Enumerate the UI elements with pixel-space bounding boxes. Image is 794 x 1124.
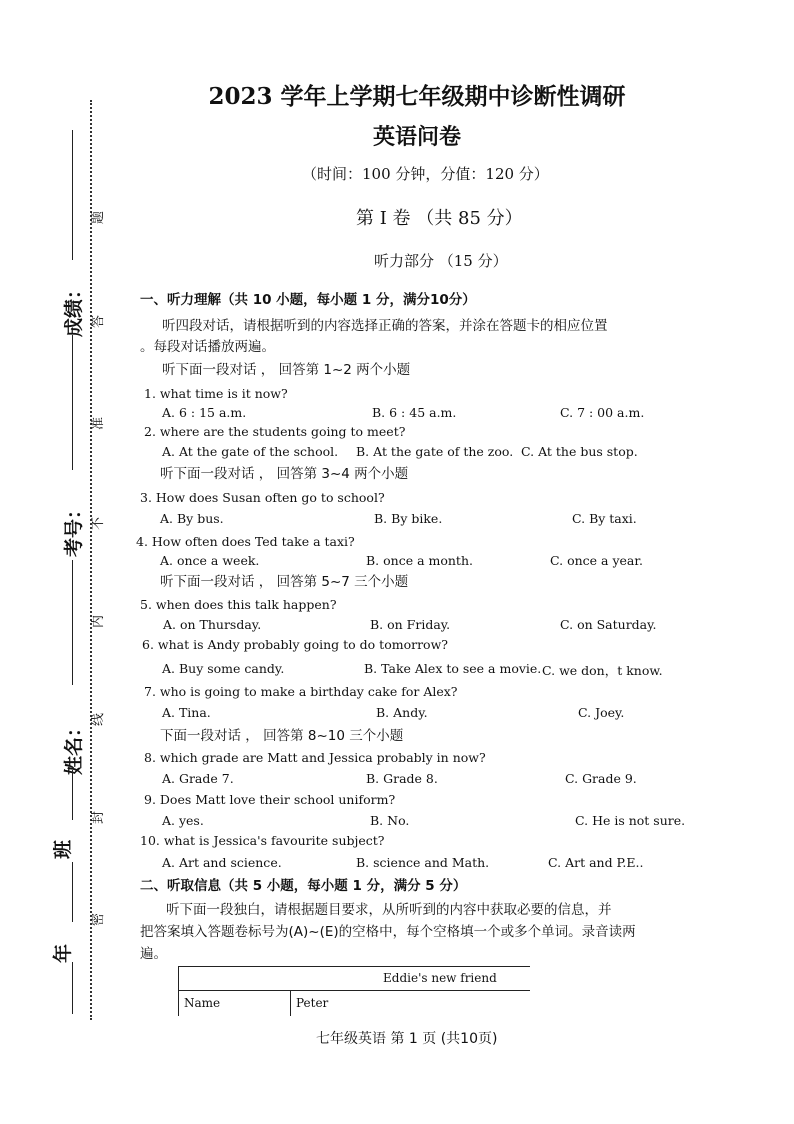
grade-field-label: 年 xyxy=(52,943,75,964)
question-text: 8. which grade are Matt and Jessica probably in now? xyxy=(144,750,486,765)
question-text: 10. what is Jessica's favourite subject? xyxy=(140,833,385,848)
option-b: B. Grade 8. xyxy=(366,771,438,786)
id-field-label: 考号： xyxy=(63,499,86,558)
name-field-label: 姓名： xyxy=(63,717,86,776)
listening-label: 听力部分 （15 分） xyxy=(374,252,508,270)
option-a: A. once a week. xyxy=(160,553,260,568)
dialogue-prompt: 听下面一段对话 ， 回答第 1~2 两个小题 xyxy=(162,362,411,378)
section-1-intro: 听四段对话，请根据听到的内容选择正确的答案，并涂在答题卡的相应位置 xyxy=(162,318,608,334)
section-2-instructions-end: 遍。 xyxy=(140,946,167,962)
option-b: B. once a month. xyxy=(366,553,473,568)
option-c: C. At the bus stop. xyxy=(521,444,638,459)
option-c: C. By taxi. xyxy=(572,511,637,526)
section-2-instructions-cont: 把答案填入答题卷标号为(A)~(E)的空格中，每个空格填一个或多个单词。录音读两 xyxy=(140,924,636,940)
class-field-line xyxy=(72,770,73,820)
question-text: 7. who is going to make a birthday cake for Alex? xyxy=(144,684,458,699)
id-field-line xyxy=(72,335,73,470)
option-a: A. Tina. xyxy=(162,705,211,720)
dialogue-prompt: 下面一段对话 ， 回答第 8~10 三个小题 xyxy=(160,728,404,744)
question-text: 4. How often does Ted take a taxi? xyxy=(136,534,355,549)
grade-field-line-bottom xyxy=(72,962,73,1014)
section-2-instructions: 听下面一段独白，请根据题目要求，从所听到的内容中获取必要的信息，并 xyxy=(166,902,612,918)
table-title: Eddie's new friend xyxy=(383,971,497,985)
option-a: A. By bus. xyxy=(160,511,224,526)
seal-char: 题 xyxy=(91,210,107,225)
seal-char: 内 xyxy=(91,614,107,629)
section-2-heading: 二、听取信息（共 5 小题，每小题 1 分，满分 5 分） xyxy=(140,878,467,894)
seal-char: 线 xyxy=(91,712,107,727)
question-text: 1. what time is it now? xyxy=(144,386,288,401)
question-text: 6. what is Andy probably going to do tomorrow? xyxy=(142,637,448,652)
seal-char: 不 xyxy=(91,516,107,531)
option-a: A. on Thursday. xyxy=(163,617,262,632)
table-top-border xyxy=(178,966,530,967)
question-text: 9. Does Matt love their school uniform? xyxy=(144,792,396,807)
option-b: B. science and Math. xyxy=(356,855,490,870)
question-text: 3. How does Susan often go to school? xyxy=(140,490,385,505)
option-c: C. Joey. xyxy=(578,705,625,720)
seal-char: 密 xyxy=(91,912,107,927)
seal-dotted-line xyxy=(90,100,92,1020)
exam-subtitle: 英语问卷 xyxy=(372,124,461,150)
name-field-line xyxy=(72,560,73,685)
option-c: C. we don，t know. xyxy=(542,663,663,678)
option-c: C. He is not sure. xyxy=(575,813,686,828)
seal-char: 答 xyxy=(91,314,107,329)
table-column-border xyxy=(290,990,291,1016)
table-left-border xyxy=(178,966,179,1016)
option-c: C. on Saturday. xyxy=(560,617,657,632)
page-footer: 七年级英语 第 1 页 (共10页) xyxy=(316,1031,498,1047)
option-b: B. on Friday. xyxy=(370,617,451,632)
table-row-border xyxy=(178,990,530,991)
option-a: A. Buy some candy. xyxy=(162,661,285,676)
question-text: 2. where are the students going to meet? xyxy=(144,424,406,439)
option-b: B. Take Alex to see a movie. xyxy=(364,661,542,676)
option-a: A. At the gate of the school. xyxy=(162,444,339,459)
option-b: B. By bike. xyxy=(374,511,443,526)
option-a: A. 6 : 15 a.m. xyxy=(162,405,247,420)
seal-char: 封 xyxy=(91,810,107,825)
table-label-name: Name xyxy=(184,996,221,1010)
score-field-label: 成绩： xyxy=(63,279,86,338)
question-text: 5. when does this talk happen? xyxy=(140,597,337,612)
option-a: A. yes. xyxy=(162,813,204,828)
exam-info: （时间：100 分钟，分值：120 分） xyxy=(302,165,549,183)
option-c: C. Grade 9. xyxy=(565,771,637,786)
section-1-intro-cont: 。每段对话播放两遍。 xyxy=(140,339,275,355)
option-c: C. 7 : 00 a.m. xyxy=(560,405,645,420)
option-b: B. 6 : 45 a.m. xyxy=(372,405,457,420)
option-a: A. Art and science. xyxy=(162,855,282,870)
option-b: B. Andy. xyxy=(376,705,428,720)
exam-title: 2023 学年上学期七年级期中诊断性调研 xyxy=(208,83,626,110)
dialogue-prompt: 听下面一段对话 ， 回答第 5~7 三个小题 xyxy=(160,574,409,590)
class-field-label: 班 xyxy=(52,839,75,860)
section-1-heading: 一、听力理解（共 10 小题，每小题 1 分，满分10分） xyxy=(140,292,476,308)
dialogue-prompt: 听下面一段对话 ， 回答第 3~4 两个小题 xyxy=(160,466,409,482)
table-value-name: Peter xyxy=(296,996,329,1010)
option-b: B. At the gate of the zoo. xyxy=(356,444,514,459)
volume-label: 第 I 卷 （共 85 分） xyxy=(356,208,523,229)
option-c: C. Art and P.E.. xyxy=(548,855,644,870)
option-a: A. Grade 7. xyxy=(162,771,234,786)
grade-field-line xyxy=(72,862,73,922)
info-table xyxy=(178,966,530,1016)
option-c: C. once a year. xyxy=(550,553,643,568)
seal-char: 准 xyxy=(91,416,107,431)
option-b: B. No. xyxy=(370,813,410,828)
